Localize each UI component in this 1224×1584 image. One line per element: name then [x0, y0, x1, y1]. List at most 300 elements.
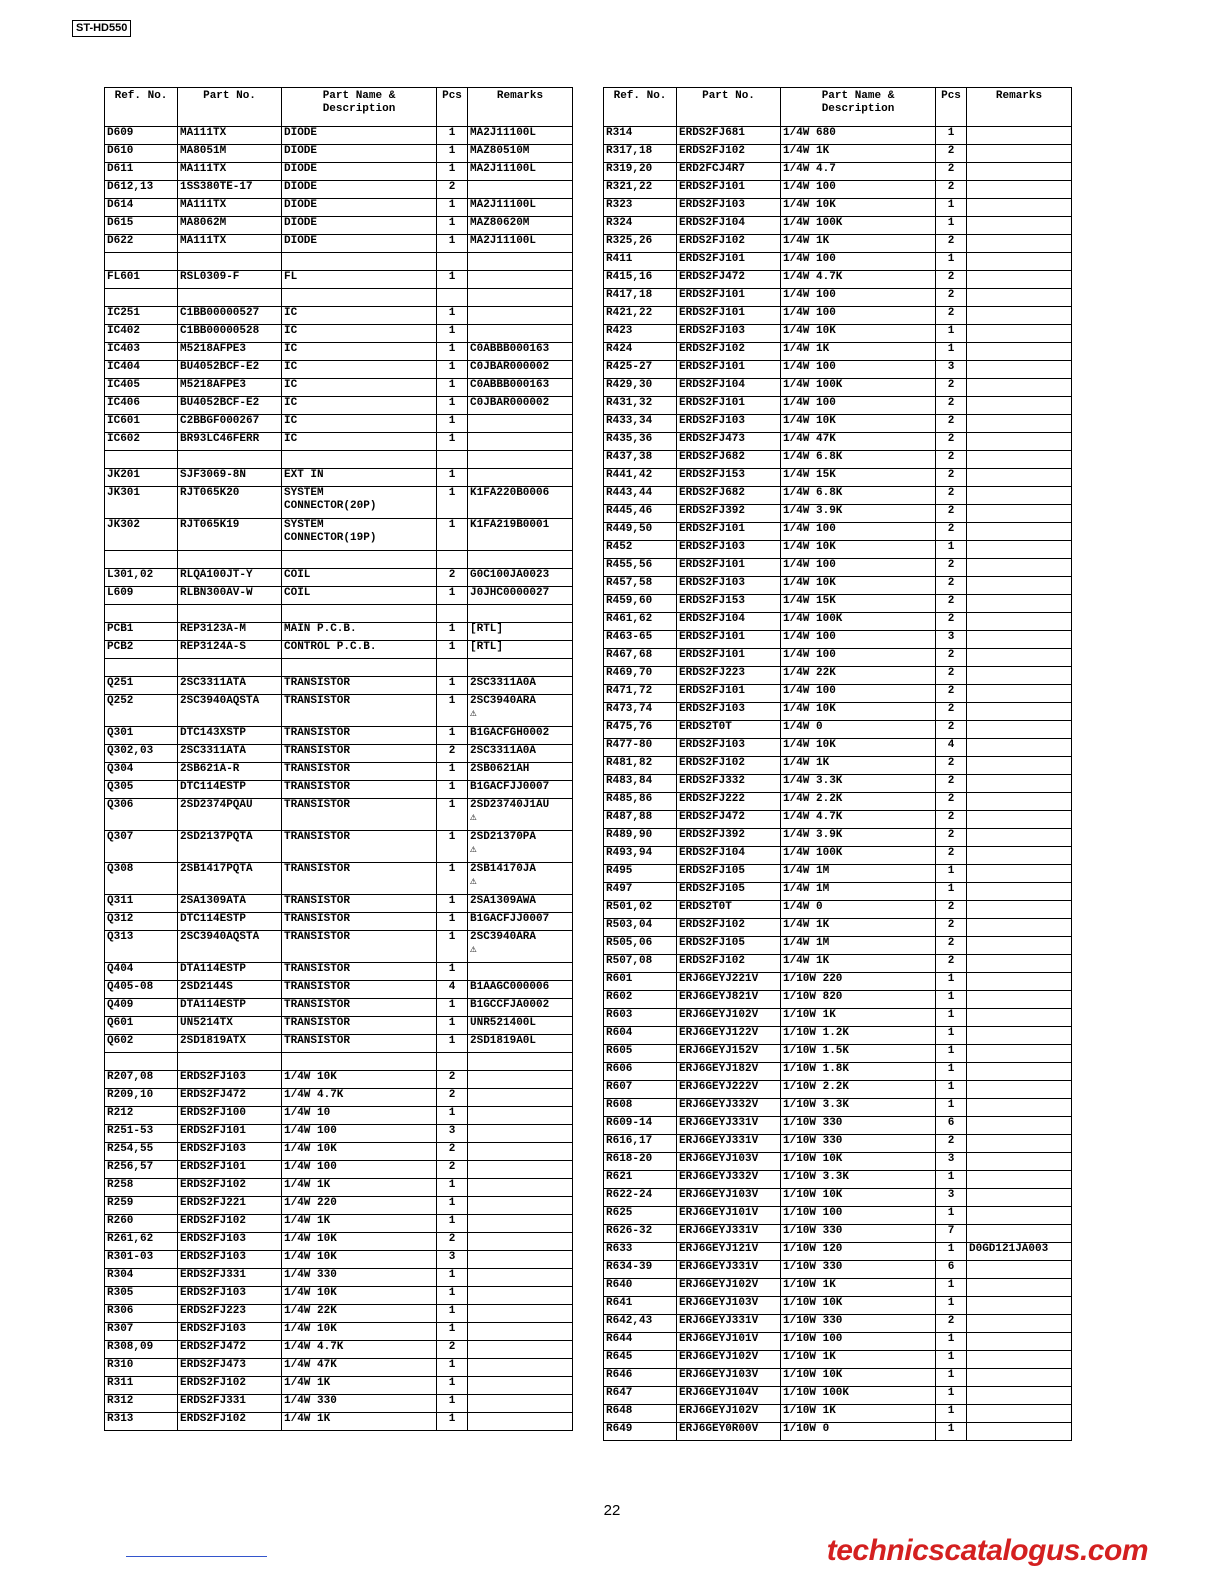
part-no-cell: ERJ6GEYJ331V: [677, 1225, 781, 1243]
remarks-cell: [967, 919, 1072, 937]
remarks-cell: [967, 703, 1072, 721]
ref-cell: Q306: [105, 799, 178, 831]
table-row: [604, 451, 1072, 469]
ref-cell: PCB2: [105, 641, 178, 659]
ref-cell: R487,88: [604, 811, 677, 829]
table-row: [105, 1305, 573, 1323]
table-row: [105, 271, 573, 289]
remarks-cell: [468, 659, 573, 677]
remarks-cell: 2SA1309AWA: [468, 895, 573, 913]
part-name-cell: 1/4W 10K: [781, 199, 936, 217]
ref-cell: R433,34: [604, 415, 677, 433]
table-row: [604, 613, 1072, 631]
ref-cell: Q405-08: [105, 981, 178, 999]
ref-cell: R306: [105, 1305, 178, 1323]
remarks-cell: [967, 1081, 1072, 1099]
part-no-cell: ERDS2FJ101: [677, 631, 781, 649]
table-row: [105, 343, 573, 361]
remarks-cell: J0JHC0000027: [468, 587, 573, 605]
remarks-cell: [967, 721, 1072, 739]
part-no-cell: ERJ6GEYJ221V: [677, 973, 781, 991]
ref-cell: IC403: [105, 343, 178, 361]
part-no-cell: 2SC3940AQSTA: [178, 931, 282, 963]
part-name-cell: 1/10W 100: [781, 1207, 936, 1225]
table-row: [604, 1081, 1072, 1099]
remarks-cell: [468, 451, 573, 469]
part-name-cell: TRANSISTOR: [282, 727, 437, 745]
remarks-cell: [967, 613, 1072, 631]
col-header-ref: Ref. No.: [105, 88, 178, 127]
table-row: [604, 919, 1072, 937]
part-no-cell: ERDS2FJ101: [677, 649, 781, 667]
pcs-cell: 1: [936, 991, 967, 1009]
table-row: [105, 1017, 573, 1035]
table-row: [604, 883, 1072, 901]
table-row: [604, 1117, 1072, 1135]
remarks-cell: [967, 757, 1072, 775]
ref-cell: R319,20: [604, 163, 677, 181]
pcs-cell: 1: [437, 1395, 468, 1413]
part-name-cell: 1/4W 3.9K: [781, 829, 936, 847]
part-name-cell: [282, 1053, 437, 1071]
ref-cell: R621: [604, 1171, 677, 1189]
part-no-cell: ERDS2FJ102: [677, 955, 781, 973]
ref-cell: R467,68: [604, 649, 677, 667]
ref-cell: Q304: [105, 763, 178, 781]
remarks-cell: [967, 433, 1072, 451]
part-name-cell: DIODE: [282, 163, 437, 181]
remarks-cell: [967, 361, 1072, 379]
part-name-cell: 1/4W 100: [781, 649, 936, 667]
table-row: [105, 1197, 573, 1215]
ref-cell: R495: [604, 865, 677, 883]
table-row: [105, 605, 573, 623]
ref-cell: [105, 605, 178, 623]
part-name-cell: [282, 451, 437, 469]
part-no-cell: MA111TX: [178, 235, 282, 253]
table-row: [604, 1243, 1072, 1261]
table-row: [105, 451, 573, 469]
ref-cell: R304: [105, 1269, 178, 1287]
part-no-cell: SJF3069-8N: [178, 469, 282, 487]
part-name-cell: 1/4W 100: [781, 685, 936, 703]
table-row: [105, 1179, 573, 1197]
ref-cell: L301,02: [105, 569, 178, 587]
part-no-cell: REP3124A-S: [178, 641, 282, 659]
part-no-cell: ERDS2FJ472: [677, 811, 781, 829]
ref-cell: Q307: [105, 831, 178, 863]
table-row: [604, 523, 1072, 541]
remarks-cell: B1GACFJJ0007: [468, 781, 573, 799]
part-name-cell: 1/4W 10K: [282, 1071, 437, 1089]
remarks-cell: [468, 307, 573, 325]
ref-cell: R471,72: [604, 685, 677, 703]
part-name-cell: 1/10W 10K: [781, 1297, 936, 1315]
table-row: [105, 695, 573, 727]
remarks-cell: [468, 605, 573, 623]
part-no-cell: ERJ6GEYJ102V: [677, 1405, 781, 1423]
remarks-cell: [468, 1089, 573, 1107]
table-row: [105, 551, 573, 569]
ref-cell: R475,76: [604, 721, 677, 739]
remarks-cell: [967, 847, 1072, 865]
pcs-cell: 1: [936, 1351, 967, 1369]
part-name-cell: 1/4W 2.2K: [781, 793, 936, 811]
pcs-cell: 1: [936, 253, 967, 271]
part-no-cell: ERDS2FJ101: [677, 559, 781, 577]
part-no-cell: ERDS2FJ331: [178, 1269, 282, 1287]
pcs-cell: 3: [936, 361, 967, 379]
part-no-cell: ERJ6GEYJ331V: [677, 1261, 781, 1279]
part-name-cell: 1/4W 100K: [781, 379, 936, 397]
part-name-cell: SYSTEM CONNECTOR(20P): [282, 487, 437, 519]
part-name-cell: 1/4W 10: [282, 1107, 437, 1125]
part-name-cell: 1/10W 1K: [781, 1351, 936, 1369]
ref-cell: [105, 289, 178, 307]
part-no-cell: DTC114ESTP: [178, 913, 282, 931]
part-name-cell: 1/10W 330: [781, 1135, 936, 1153]
part-name-cell: 1/4W 0: [781, 721, 936, 739]
ref-cell: Q305: [105, 781, 178, 799]
ref-cell: R461,62: [604, 613, 677, 631]
part-no-cell: ERDS2FJ223: [178, 1305, 282, 1323]
pcs-cell: 1: [936, 1009, 967, 1027]
ref-cell: R459,60: [604, 595, 677, 613]
part-name-cell: 1/10W 330: [781, 1225, 936, 1243]
table-row: [604, 955, 1072, 973]
remarks-cell: [967, 127, 1072, 145]
part-name-cell: 1/4W 0: [781, 901, 936, 919]
part-no-cell: MA8051M: [178, 145, 282, 163]
pcs-cell: 1: [437, 695, 468, 727]
remarks-cell: [468, 1413, 573, 1431]
table-row: [105, 1161, 573, 1179]
ref-cell: R445,46: [604, 505, 677, 523]
pcs-cell: 1: [437, 641, 468, 659]
ref-cell: R463-65: [604, 631, 677, 649]
remarks-cell: [468, 289, 573, 307]
table-row: [105, 415, 573, 433]
part-name-cell: 1/4W 4.7K: [282, 1341, 437, 1359]
remarks-cell: [468, 1197, 573, 1215]
table-row: [105, 863, 573, 895]
remarks-cell: 2SC3311A0A: [468, 677, 573, 695]
part-name-cell: 1/4W 47K: [282, 1359, 437, 1377]
table-row: [105, 569, 573, 587]
remarks-cell: [967, 451, 1072, 469]
remarks-cell: [468, 1179, 573, 1197]
table-row: [604, 595, 1072, 613]
part-name-cell: 1/4W 680: [781, 127, 936, 145]
part-no-cell: [178, 659, 282, 677]
footer-rule: [126, 1556, 267, 1557]
table-row: [105, 745, 573, 763]
remarks-cell: [468, 433, 573, 451]
pcs-cell: 2: [936, 577, 967, 595]
part-no-cell: ERDS2FJ101: [178, 1125, 282, 1143]
pcs-cell: 1: [437, 1413, 468, 1431]
table-row: [604, 991, 1072, 1009]
remarks-cell: [468, 415, 573, 433]
part-no-cell: ERJ6GEYJ103V: [677, 1369, 781, 1387]
remarks-cell: [967, 577, 1072, 595]
part-name-cell: TRANSISTOR: [282, 1035, 437, 1053]
pcs-cell: 1: [437, 1215, 468, 1233]
part-no-cell: [178, 253, 282, 271]
pcs-cell: 1: [437, 1035, 468, 1053]
remarks-cell: [468, 253, 573, 271]
pcs-cell: 3: [936, 631, 967, 649]
part-name-cell: 1/4W 4.7: [781, 163, 936, 181]
pcs-cell: 1: [437, 677, 468, 695]
part-no-cell: ERJ6GEYJ103V: [677, 1189, 781, 1207]
table-row: [604, 127, 1072, 145]
pcs-cell: 1: [936, 1387, 967, 1405]
ref-cell: R259: [105, 1197, 178, 1215]
remarks-cell: B1GACFGH0002: [468, 727, 573, 745]
remarks-cell: 2SD1819A0L: [468, 1035, 573, 1053]
part-no-cell: ERJ6GEYJ182V: [677, 1063, 781, 1081]
part-name-cell: 1/4W 10K: [282, 1323, 437, 1341]
pcs-cell: 1: [936, 1027, 967, 1045]
part-name-cell: 1/10W 10K: [781, 1189, 936, 1207]
part-name-cell: 1/4W 1M: [781, 883, 936, 901]
table-row: [604, 667, 1072, 685]
table-row: [604, 217, 1072, 235]
table-row: [105, 727, 573, 745]
remarks-cell: [967, 379, 1072, 397]
table-row: [604, 1333, 1072, 1351]
pcs-cell: 2: [936, 559, 967, 577]
table-row: [105, 981, 573, 999]
ref-cell: R411: [604, 253, 677, 271]
part-no-cell: ERDS2FJ101: [677, 253, 781, 271]
part-no-cell: ERDS2FJ102: [178, 1377, 282, 1395]
remarks-cell: [468, 1287, 573, 1305]
remarks-cell: [967, 1423, 1072, 1441]
ref-cell: R314: [604, 127, 677, 145]
pcs-cell: 1: [437, 831, 468, 863]
part-no-cell: ERDS2FJ104: [677, 847, 781, 865]
part-no-cell: ERDS2FJ103: [178, 1251, 282, 1269]
table-row: [105, 659, 573, 677]
remarks-cell: [967, 145, 1072, 163]
part-name-cell: 1/10W 820: [781, 991, 936, 1009]
table-row: [105, 1107, 573, 1125]
part-name-cell: FL: [282, 271, 437, 289]
part-name-cell: 1/4W 10K: [781, 541, 936, 559]
ref-cell: Q409: [105, 999, 178, 1017]
ref-cell: Q313: [105, 931, 178, 963]
part-no-cell: ERDS2FJ103: [677, 541, 781, 559]
part-name-cell: [282, 605, 437, 623]
remarks-cell: [967, 1351, 1072, 1369]
table-row: [105, 1359, 573, 1377]
remarks-cell: [468, 551, 573, 569]
ref-cell: R423: [604, 325, 677, 343]
remarks-cell: UNR521400L: [468, 1017, 573, 1035]
remarks-cell: [468, 1071, 573, 1089]
ref-cell: D612,13: [105, 181, 178, 199]
part-no-cell: ERDS2FJ221: [178, 1197, 282, 1215]
part-no-cell: BU4052BCF-E2: [178, 361, 282, 379]
ref-cell: R258: [105, 1179, 178, 1197]
remarks-cell: [967, 325, 1072, 343]
ref-cell: JK201: [105, 469, 178, 487]
part-name-cell: TRANSISTOR: [282, 677, 437, 695]
part-no-cell: ERDS2FJ102: [178, 1179, 282, 1197]
pcs-cell: 2: [936, 667, 967, 685]
remarks-cell: MAZ80510M: [468, 145, 573, 163]
pcs-cell: 2: [437, 569, 468, 587]
pcs-cell: 2: [936, 433, 967, 451]
part-no-cell: ERDS2FJ332: [677, 775, 781, 793]
part-name-cell: [282, 551, 437, 569]
col-header-part: Part No.: [178, 88, 282, 127]
table-row: [604, 937, 1072, 955]
part-name-cell: 1/4W 1K: [781, 343, 936, 361]
remarks-cell: [468, 963, 573, 981]
ref-cell: R425-27: [604, 361, 677, 379]
part-name-cell: 1/10W 1.8K: [781, 1063, 936, 1081]
part-no-cell: DTA114ESTP: [178, 999, 282, 1017]
part-name-cell: 1/4W 1K: [781, 955, 936, 973]
part-name-cell: 1/4W 1K: [282, 1215, 437, 1233]
table-row: [604, 757, 1072, 775]
pcs-cell: 1: [936, 1099, 967, 1117]
pcs-cell: [437, 551, 468, 569]
table-row: [604, 631, 1072, 649]
table-row: [105, 199, 573, 217]
table-row: [604, 469, 1072, 487]
part-no-cell: ERDS2FJ103: [178, 1143, 282, 1161]
part-name-cell: DIODE: [282, 199, 437, 217]
part-name-cell: IC: [282, 343, 437, 361]
part-no-cell: ERJ6GEYJ101V: [677, 1207, 781, 1225]
part-name-cell: 1/4W 15K: [781, 469, 936, 487]
remarks-cell: [967, 1225, 1072, 1243]
pcs-cell: 1: [437, 519, 468, 551]
ref-cell: Q252: [105, 695, 178, 727]
table-row: [105, 895, 573, 913]
header-row: [105, 88, 573, 127]
ref-cell: R618-20: [604, 1153, 677, 1171]
watermark: technicscatalogus.com: [826, 1534, 1148, 1567]
part-no-cell: ERDS2FJ101: [677, 397, 781, 415]
table-row: [604, 1369, 1072, 1387]
col-header-name: Part Name & Description: [781, 88, 936, 127]
ref-cell: R301-03: [105, 1251, 178, 1269]
part-no-cell: ERJ6GEYJ152V: [677, 1045, 781, 1063]
remarks-cell: [967, 685, 1072, 703]
table-row: [604, 271, 1072, 289]
ref-cell: R424: [604, 343, 677, 361]
table-row: [105, 913, 573, 931]
pcs-cell: 1: [936, 343, 967, 361]
ref-cell: R642,43: [604, 1315, 677, 1333]
pcs-cell: 3: [437, 1125, 468, 1143]
part-no-cell: C1BB00000528: [178, 325, 282, 343]
table-row: [604, 775, 1072, 793]
part-name-cell: 1/10W 1K: [781, 1405, 936, 1423]
pcs-cell: 2: [936, 775, 967, 793]
ref-cell: R641: [604, 1297, 677, 1315]
part-no-cell: C1BB00000527: [178, 307, 282, 325]
part-no-cell: ERDS2FJ102: [677, 343, 781, 361]
table-row: [105, 677, 573, 695]
remarks-cell: 2SC3940ARA ⚠: [468, 931, 573, 963]
remarks-cell: [967, 1315, 1072, 1333]
table-row: [105, 1089, 573, 1107]
remarks-cell: MAZ80620M: [468, 217, 573, 235]
part-no-cell: DTC114ESTP: [178, 781, 282, 799]
ref-cell: R260: [105, 1215, 178, 1233]
remarks-cell: [RTL]: [468, 623, 573, 641]
part-name-cell: IC: [282, 397, 437, 415]
ref-cell: FL601: [105, 271, 178, 289]
table-row: [105, 127, 573, 145]
pcs-cell: 1: [437, 963, 468, 981]
part-name-cell: TRANSISTOR: [282, 763, 437, 781]
pcs-cell: 2: [936, 811, 967, 829]
table-row: [604, 541, 1072, 559]
pcs-cell: 2: [936, 487, 967, 505]
part-name-cell: TRANSISTOR: [282, 981, 437, 999]
remarks-cell: [468, 1125, 573, 1143]
table-row: [604, 1387, 1072, 1405]
table-row: [105, 145, 573, 163]
part-no-cell: BU4052BCF-E2: [178, 397, 282, 415]
pcs-cell: 2: [936, 1315, 967, 1333]
part-name-cell: 1/4W 100: [282, 1125, 437, 1143]
pcs-cell: 1: [936, 1405, 967, 1423]
pcs-cell: 1: [437, 235, 468, 253]
pcs-cell: 1: [936, 973, 967, 991]
remarks-cell: [967, 307, 1072, 325]
ref-cell: R477-80: [604, 739, 677, 757]
part-name-cell: 1/4W 1K: [282, 1377, 437, 1395]
part-name-cell: IC: [282, 307, 437, 325]
part-no-cell: ERDS2FJ102: [178, 1215, 282, 1233]
pcs-cell: 1: [936, 541, 967, 559]
table-row: [604, 1315, 1072, 1333]
remarks-cell: K1FA220B0006: [468, 487, 573, 519]
remarks-cell: [967, 1009, 1072, 1027]
pcs-cell: 1: [437, 1269, 468, 1287]
remarks-cell: [967, 865, 1072, 883]
col-header-remarks: Remarks: [468, 88, 573, 127]
part-name-cell: 1/4W 10K: [282, 1287, 437, 1305]
part-no-cell: 2SC3940AQSTA: [178, 695, 282, 727]
pcs-cell: 1: [437, 127, 468, 145]
part-no-cell: DTC143XSTP: [178, 727, 282, 745]
part-name-cell: 1/4W 4.7K: [282, 1089, 437, 1107]
pcs-cell: 1: [936, 1297, 967, 1315]
pcs-cell: 1: [936, 217, 967, 235]
part-name-cell: 1/10W 3.3K: [781, 1099, 936, 1117]
part-name-cell: TRANSISTOR: [282, 913, 437, 931]
table-row: [604, 1297, 1072, 1315]
remarks-cell: [468, 1233, 573, 1251]
pcs-cell: 1: [936, 1045, 967, 1063]
table-row: [604, 577, 1072, 595]
part-name-cell: TRANSISTOR: [282, 831, 437, 863]
pcs-cell: 2: [936, 937, 967, 955]
remarks-cell: [967, 1045, 1072, 1063]
pcs-cell: 1: [936, 1243, 967, 1261]
part-no-cell: ERDS2FJ104: [677, 217, 781, 235]
remarks-cell: [468, 1269, 573, 1287]
